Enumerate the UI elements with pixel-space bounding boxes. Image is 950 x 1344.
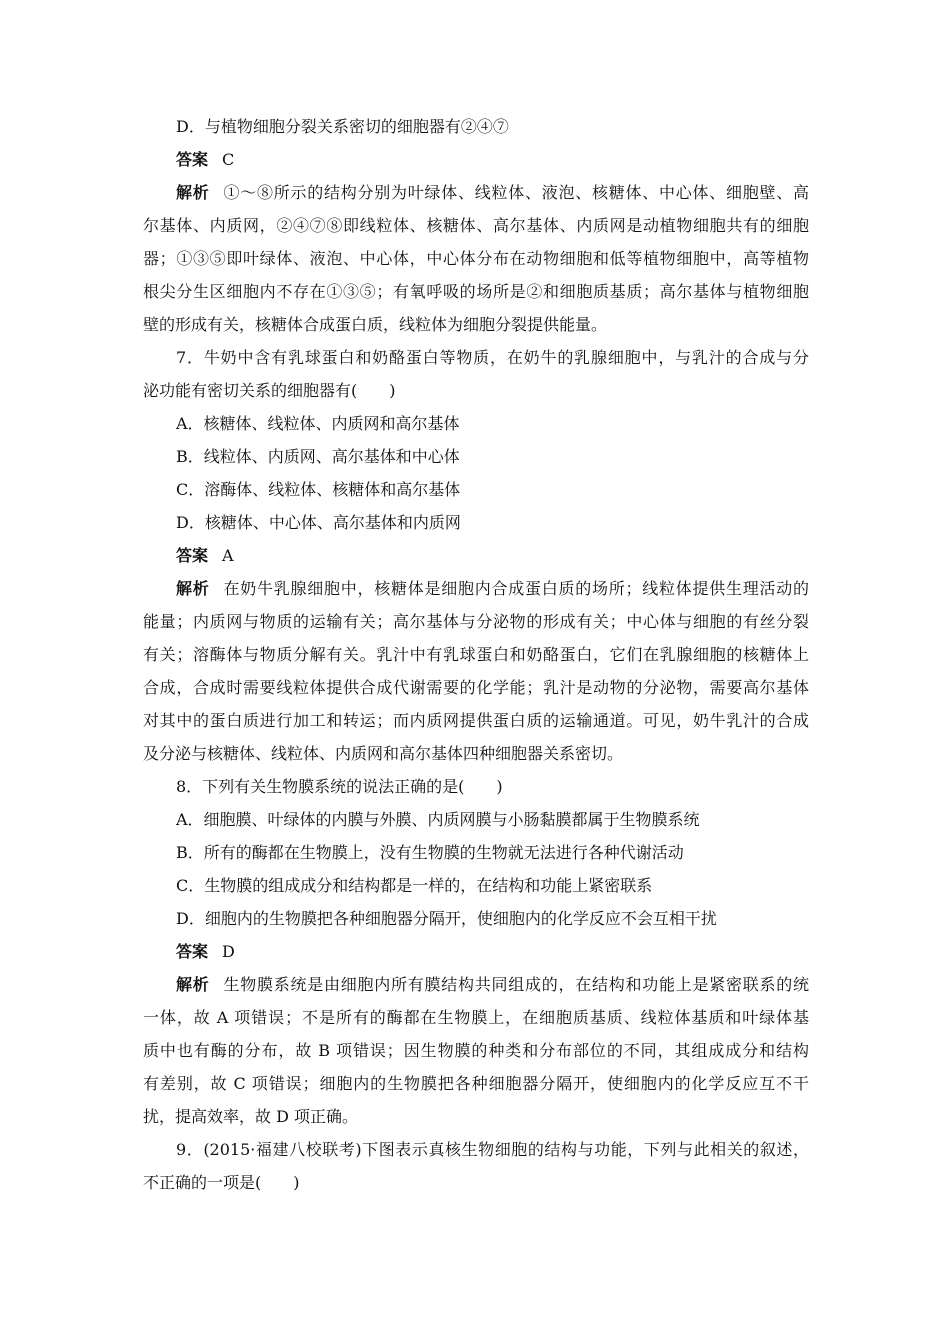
paragraph-line: 尔基体、内质网，②④⑦⑧即线粒体、核糖体、高尔基体、内质网是动植物细胞共有的细胞	[143, 216, 809, 235]
question-9: 9．(2015·福建八校联考)下图表示真核生物细胞的结构与功能，下列与此相关的叙述，	[176, 1140, 809, 1159]
analysis-label: 解析	[176, 975, 210, 994]
answer-q7: 答案 A	[176, 546, 234, 565]
option-c-q7: C．溶酶体、线粒体、核糖体和高尔基体	[176, 480, 461, 499]
paragraph-line: 壁的形成有关，核糖体合成蛋白质，线粒体为细胞分裂提供能量。	[143, 315, 608, 334]
question-9-cont: 不正确的一项是( )	[143, 1173, 300, 1192]
analysis-label: 解析	[176, 579, 210, 598]
option-b-q7: B．线粒体、内质网、高尔基体和中心体	[176, 447, 460, 466]
answer-label: 答案	[176, 546, 209, 565]
paragraph-line: 器；①③⑤即叶绿体、液泡、中心体，中心体分布在动物细胞和低等植物细胞中，高等植物	[143, 249, 809, 268]
option-d-q6: D．与植物细胞分裂关系密切的细胞器有②④⑦	[176, 117, 509, 136]
paragraph-line: 合成，合成时需要线粒体提供合成代谢需要的化学能；乳汁是动物的分泌物，需要高尔基体	[143, 678, 809, 697]
paragraph-line: 有差别，故 C 项错误；细胞内的生物膜把各种细胞器分隔开，使细胞内的化学反应互不干	[143, 1074, 809, 1093]
option-a-q7: A．核糖体、线粒体、内质网和高尔基体	[176, 414, 460, 433]
answer-label: 答案	[176, 150, 209, 169]
analysis-q6-line: 解析 ①～⑧所示的结构分别为叶绿体、线粒体、液泡、核糖体、中心体、细胞壁、高	[176, 183, 809, 202]
paragraph-line: 质中也有酶的分布，故 B 项错误；因生物膜的种类和分布部位的不同，其组成成分和结构	[143, 1041, 809, 1060]
paragraph-line: 及分泌与核糖体、线粒体、内质网和高尔基体四种细胞器关系密切。	[143, 744, 624, 763]
question-7: 7．牛奶中含有乳球蛋白和奶酪蛋白等物质，在奶牛的乳腺细胞中，与乳汁的合成与分	[176, 348, 809, 367]
answer-q8: 答案 D	[176, 942, 235, 961]
option-a-q8: A．细胞膜、叶绿体的内膜与外膜、内质网膜与小肠黏膜都属于生物膜系统	[176, 810, 700, 829]
question-8: 8．下列有关生物膜系统的说法正确的是( )	[176, 777, 503, 796]
paragraph-line: 能量；内质网与物质的运输有关；高尔基体与分泌物的形成有关；中心体与细胞的有丝分裂	[143, 612, 809, 631]
question-7-cont: 泌功能有密切关系的细胞器有( )	[143, 381, 396, 400]
option-d-q8: D．细胞内的生物膜把各种细胞器分隔开，使细胞内的化学反应不会互相干扰	[176, 909, 717, 928]
analysis-label: 解析	[176, 183, 210, 202]
paragraph-line: 一体，故 A 项错误；不是所有的酶都在生物膜上，在细胞质基质、线粒体基质和叶绿体基	[143, 1008, 809, 1027]
analysis-q7-line: 解析 在奶牛乳腺细胞中，核糖体是细胞内合成蛋白质的场所；线粒体提供生理活动的	[176, 579, 809, 598]
analysis-q8-line: 解析 生物膜系统是由细胞内所有膜结构共同组成的，在结构和功能上是紧密联系的统	[176, 975, 809, 994]
answer-q6: 答案 C	[176, 150, 235, 169]
paragraph-line: 根尖分生区细胞内不存在①③⑤；有氧呼吸的场所是②和细胞质基质；高尔基体与植物细胞	[143, 282, 809, 301]
option-c-q8: C．生物膜的组成成分和结构都是一样的，在结构和功能上紧密联系	[176, 876, 653, 895]
answer-label: 答案	[176, 942, 209, 961]
paragraph-line: 有关；溶酶体与物质分解有关。乳汁中有乳球蛋白和奶酪蛋白，它们在乳腺细胞的核糖体上	[143, 645, 809, 664]
option-b-q8: B．所有的酶都在生物膜上，没有生物膜的生物就无法进行各种代谢活动	[176, 843, 684, 862]
option-d-q7: D．核糖体、中心体、高尔基体和内质网	[176, 513, 461, 532]
paragraph-line: 扰，提高效率，故 D 项正确。	[143, 1107, 359, 1126]
paragraph-line: 对其中的蛋白质进行加工和转运；而内质网提供蛋白质的运输通道。可见，奶牛乳汁的合成	[143, 711, 809, 730]
